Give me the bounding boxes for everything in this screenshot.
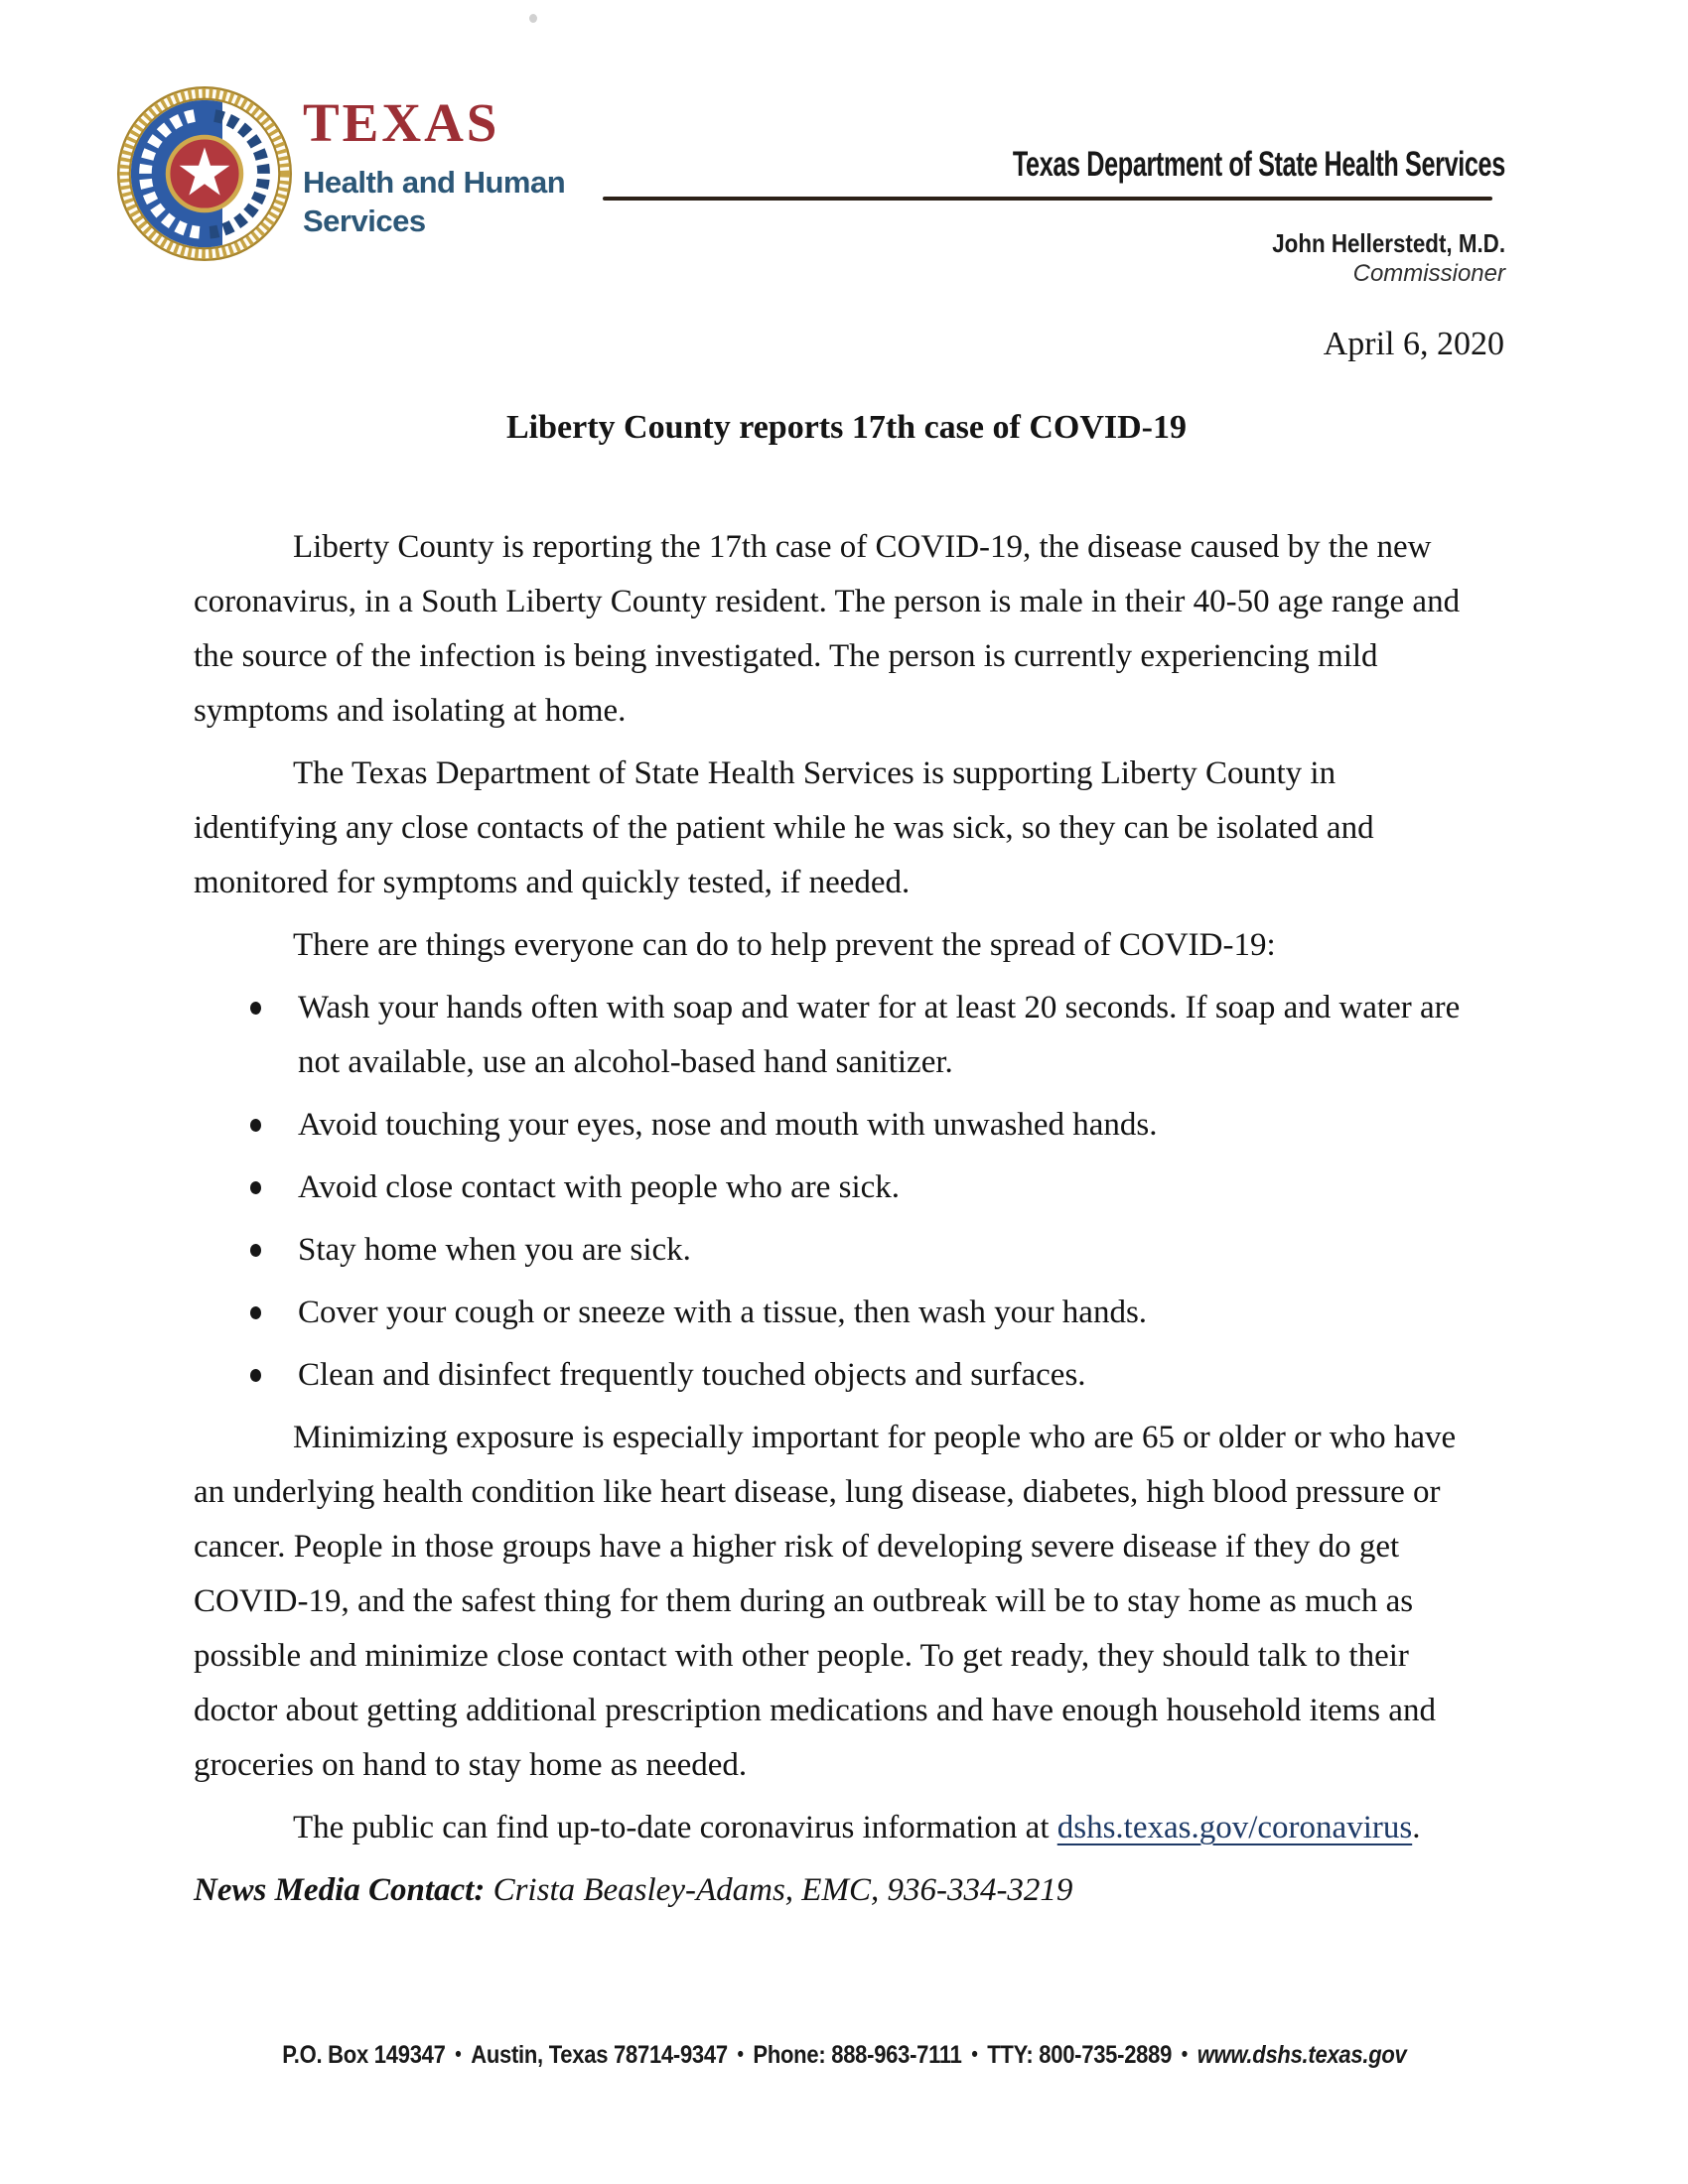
prevention-tips-list (194, 981, 1484, 1403)
closing-period: . (1412, 1810, 1421, 1845)
list-item: Wash your hands often with soap and water for at least 20 seconds. If soap and water are not available, use an alcohol-based hand sanitizer. (194, 981, 1484, 1090)
date-line: April 6, 2020 (1323, 326, 1504, 362)
footer-bullet-separator: • (970, 2043, 978, 2066)
list-item: Clean and disinfect frequently touched objects and surfaces. (194, 1348, 1484, 1403)
footer-tty: TTY: 800-735-2889 (986, 2041, 1172, 2069)
footer-city: Austin, Texas 78714-9347 (470, 2041, 728, 2069)
list-item: Stay home when you are sick. (194, 1223, 1484, 1278)
body-paragraph-1: Liberty County is reporting the 17th case of COVID-19, the disease caused by the new coronavirus, in a South Liberty County resident. The person is male in their 40-50 age range and the source of the infection is being investigated. The person is currently experiencing mild symptoms and isolating at home. (194, 529, 1461, 729)
commissioner-name: John Hellerstedt, M.D. (1272, 228, 1505, 258)
header-divider-line (603, 197, 1492, 201)
media-contact-label: News Media Contact: (194, 1872, 486, 1908)
footer-bullet-separator: • (737, 2043, 744, 2066)
footer-website: www.dshs.texas.gov (1196, 2041, 1407, 2069)
texas-hhs-seal-icon (115, 84, 294, 263)
footer-po-box: P.O. Box 149347 (281, 2041, 446, 2069)
coronavirus-info-link[interactable]: dshs.texas.gov/coronavirus (1056, 1810, 1413, 1845)
scan-artifact-dot (529, 14, 537, 23)
media-contact-line (194, 1863, 1484, 1918)
page-footer (0, 2041, 1688, 2070)
logo-texas-wordmark: TEXAS (303, 92, 500, 153)
body-paragraph-3: There are things everyone can do to help prevent the spread of COVID-19: (293, 927, 1276, 963)
logo-line-services: Services (303, 204, 426, 238)
footer-bullet-separator: • (1181, 2043, 1188, 2066)
logo-line-health-and-human: Health and Human (303, 165, 566, 200)
commissioner-title: Commissioner (1352, 260, 1505, 287)
list-item: Avoid touching your eyes, nose and mouth with unwashed hands. (194, 1098, 1484, 1153)
press-release-body (194, 520, 1484, 1918)
body-paragraph-5 (194, 1801, 1484, 1855)
body-paragraph-4: Minimizing exposure is especially important for people who are 65 or older or who have an underlying health condition like heart disease, lung disease, diabetes, high blood pressure or cancer. People in those groups have a higher risk of developing severe disease if they do get COVID-19, and the safest thing for them during an outbreak will be to stay home as much as possible and minimize close contact with other people. To get ready, they should talk to their doctor about getting additional prescription medications and have enough household items and groceries on hand to stay home as needed. (194, 1420, 1457, 1783)
media-contact-value: Crista Beasley-Adams, EMC, 936-334-3219 (485, 1872, 1073, 1908)
body-paragraph-2: The Texas Department of State Health Services is supporting Liberty County in identifying any close contacts of the patient while he was sick, so they can be isolated and monitored for symptoms and quickly tested, if needed. (194, 755, 1374, 900)
list-item: Avoid close contact with people who are sick. (194, 1160, 1484, 1215)
press-release-headline: Liberty County reports 17th case of COVID-19 (506, 409, 1187, 446)
footer-phone: Phone: 888-963-7111 (753, 2041, 962, 2069)
agency-logo-text (303, 93, 565, 240)
list-item: Cover your cough or sneeze with a tissue, then wash your hands. (194, 1286, 1484, 1340)
footer-bullet-separator: • (454, 2043, 462, 2066)
department-title: Texas Department of State Health Services (1013, 145, 1505, 184)
closing-text: The public can find up-to-date coronavirus information at (293, 1810, 1057, 1845)
